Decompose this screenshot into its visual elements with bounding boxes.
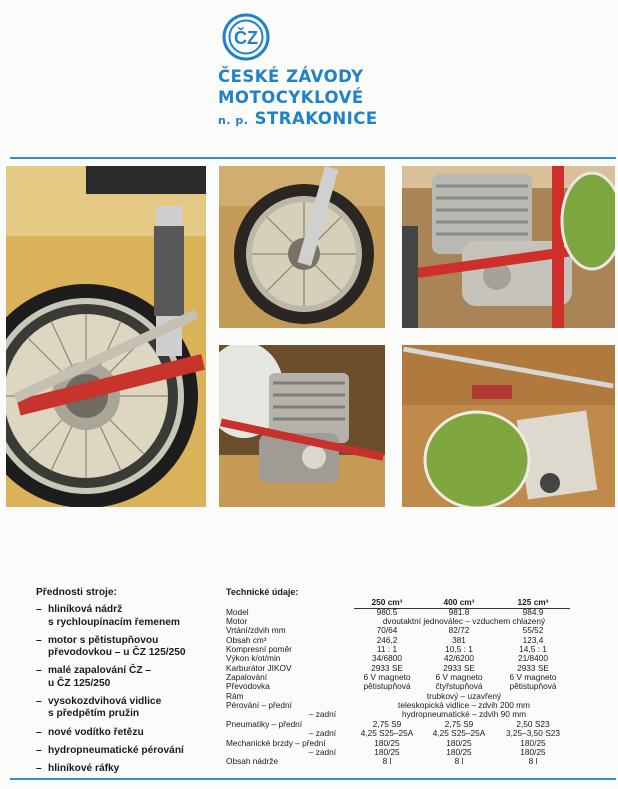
company-type: n. p. — [218, 114, 249, 127]
spec-value: 246,2 — [376, 634, 398, 645]
cz-logo — [222, 13, 270, 61]
spec-label: – zadní — [308, 728, 336, 739]
photo-cylinder — [219, 345, 385, 507]
spec-value: 180/25 — [520, 746, 546, 757]
spec-value: 70/64 — [376, 625, 398, 636]
feature-item: – vysokozdvihová vidlice s předpětím pružin — [36, 696, 226, 721]
feature-item: – hliníková nádrž s rychloupínacím řemenem — [36, 604, 226, 629]
spec-value: 3,25–3,50 S23 — [506, 728, 560, 739]
spec-value: 2933 SE — [371, 662, 403, 673]
features-section — [36, 587, 226, 782]
spec-value: 14,5 : 1 — [519, 644, 547, 655]
spec-value: 381 — [452, 634, 466, 645]
spec-value-shared: hydropneumatické – zdvih 90 mm — [401, 709, 527, 720]
spec-value: 2933 SE — [443, 662, 475, 673]
column-header: 250 cm³ — [371, 597, 403, 608]
spec-row — [226, 748, 598, 757]
specs-title: Technické údaje: — [226, 587, 299, 597]
spec-value: 6 V magneto — [509, 672, 557, 683]
spec-value: 2,75 S9 — [372, 718, 402, 729]
spec-label: Pérování – přední — [226, 700, 292, 711]
spec-value: 4,25 S25–25A — [360, 728, 414, 739]
spec-label: Obsah nádrže — [226, 756, 279, 767]
spec-value: 10,5 : 1 — [445, 644, 473, 655]
spec-label: Motor — [226, 616, 248, 627]
spec-value: 8 l — [528, 756, 538, 767]
feature-item: – malé zapalování ČZ – u ČZ 125/250 — [36, 665, 226, 690]
spec-value: 8 l — [382, 756, 392, 767]
spec-value: 8 l — [454, 756, 464, 767]
column-header: 400 cm³ — [443, 597, 475, 608]
spec-value-shared: trubkový – uzavřený — [426, 690, 502, 701]
spec-value: 34/6800 — [372, 653, 402, 664]
spec-label: Karburátor JIKOV — [226, 662, 292, 673]
spec-value: 981.8 — [448, 606, 470, 617]
spec-value: 82/72 — [448, 625, 470, 636]
features-list — [36, 604, 226, 775]
spec-label: Model — [226, 606, 249, 617]
spec-row — [226, 757, 598, 766]
company-line-1: ČESKÉ ZÁVODY — [218, 67, 364, 86]
spec-table — [226, 588, 598, 767]
spec-value: 180/25 — [374, 737, 400, 748]
spec-value: pětistupňová — [363, 681, 411, 692]
spec-value: 180/25 — [446, 746, 472, 757]
spec-label: Mechanické brzdy – přední — [226, 737, 326, 748]
spec-value: 42/6200 — [444, 653, 474, 664]
spec-label: Pneumatiky – přední — [226, 718, 303, 729]
spec-value: 2,75 S9 — [444, 718, 474, 729]
photo-rear-wheel — [6, 166, 206, 507]
spec-value: pětistupňová — [509, 681, 557, 692]
company-line-2: MOTOCYKLOVÉ — [218, 88, 364, 107]
feature-item: – hydropneumatické pérování — [36, 745, 226, 757]
photo-handlebar — [402, 345, 615, 507]
spec-label: Zapalování — [226, 672, 268, 683]
photo-engine-side — [402, 166, 615, 328]
photo-front-wheel — [219, 166, 385, 328]
spec-value: 6 V magneto — [363, 672, 411, 683]
spec-value: 21/8400 — [518, 653, 548, 664]
spec-value: 11 : 1 — [376, 644, 398, 655]
spec-value: 180/25 — [446, 737, 472, 748]
features-title: Přednosti stroje: — [36, 587, 117, 598]
spec-label: – zadní — [308, 746, 336, 757]
svg-text:ČZ: ČZ — [234, 28, 258, 48]
spec-value: 984.9 — [522, 606, 544, 617]
spec-label: Rám — [226, 690, 244, 701]
spec-label: Obsah cm³ — [226, 634, 267, 645]
spec-label: Výkon k/ot/min — [226, 653, 281, 664]
feature-item: – nové vodítko řetězu — [36, 727, 226, 739]
spec-value: 55/52 — [522, 625, 544, 636]
top-divider — [10, 157, 616, 159]
spec-value: 123,4 — [522, 634, 544, 645]
bottom-divider — [10, 778, 616, 780]
spec-value: 980.5 — [376, 606, 398, 617]
spec-value: 2933 SE — [517, 662, 549, 673]
spec-row — [226, 682, 598, 691]
spec-value: 6 V magneto — [435, 672, 483, 683]
spec-label: Vrtání/zdvih mm — [226, 625, 286, 636]
spec-value-shared: dvoutaktní jednoválec – vzduchem chlazený — [382, 616, 546, 627]
spec-label: – zadní — [308, 709, 336, 720]
spec-value: 2,50 S23 — [516, 718, 550, 729]
spec-value: 180/25 — [374, 746, 400, 757]
column-header: 125 cm³ — [517, 597, 549, 608]
spec-value-shared: teleskopická vidlice – zdvih 200 mm — [398, 700, 530, 711]
spec-label: Kompresní poměr — [226, 644, 292, 655]
spec-value: 4,25 S25–25A — [432, 728, 486, 739]
spec-label: Převodovka — [226, 681, 270, 692]
company-city: STRAKONICE — [254, 109, 378, 128]
feature-item: – hliníkové ráfky — [36, 763, 226, 775]
company-name — [218, 66, 478, 131]
feature-item: – motor s pětistupňovou převodovkou – u ČZ 125/250 — [36, 635, 226, 660]
company-line-3 — [218, 108, 478, 131]
spec-rows — [226, 608, 598, 767]
spec-value: čtyřstupňová — [435, 681, 483, 692]
spec-value: 180/25 — [520, 737, 546, 748]
